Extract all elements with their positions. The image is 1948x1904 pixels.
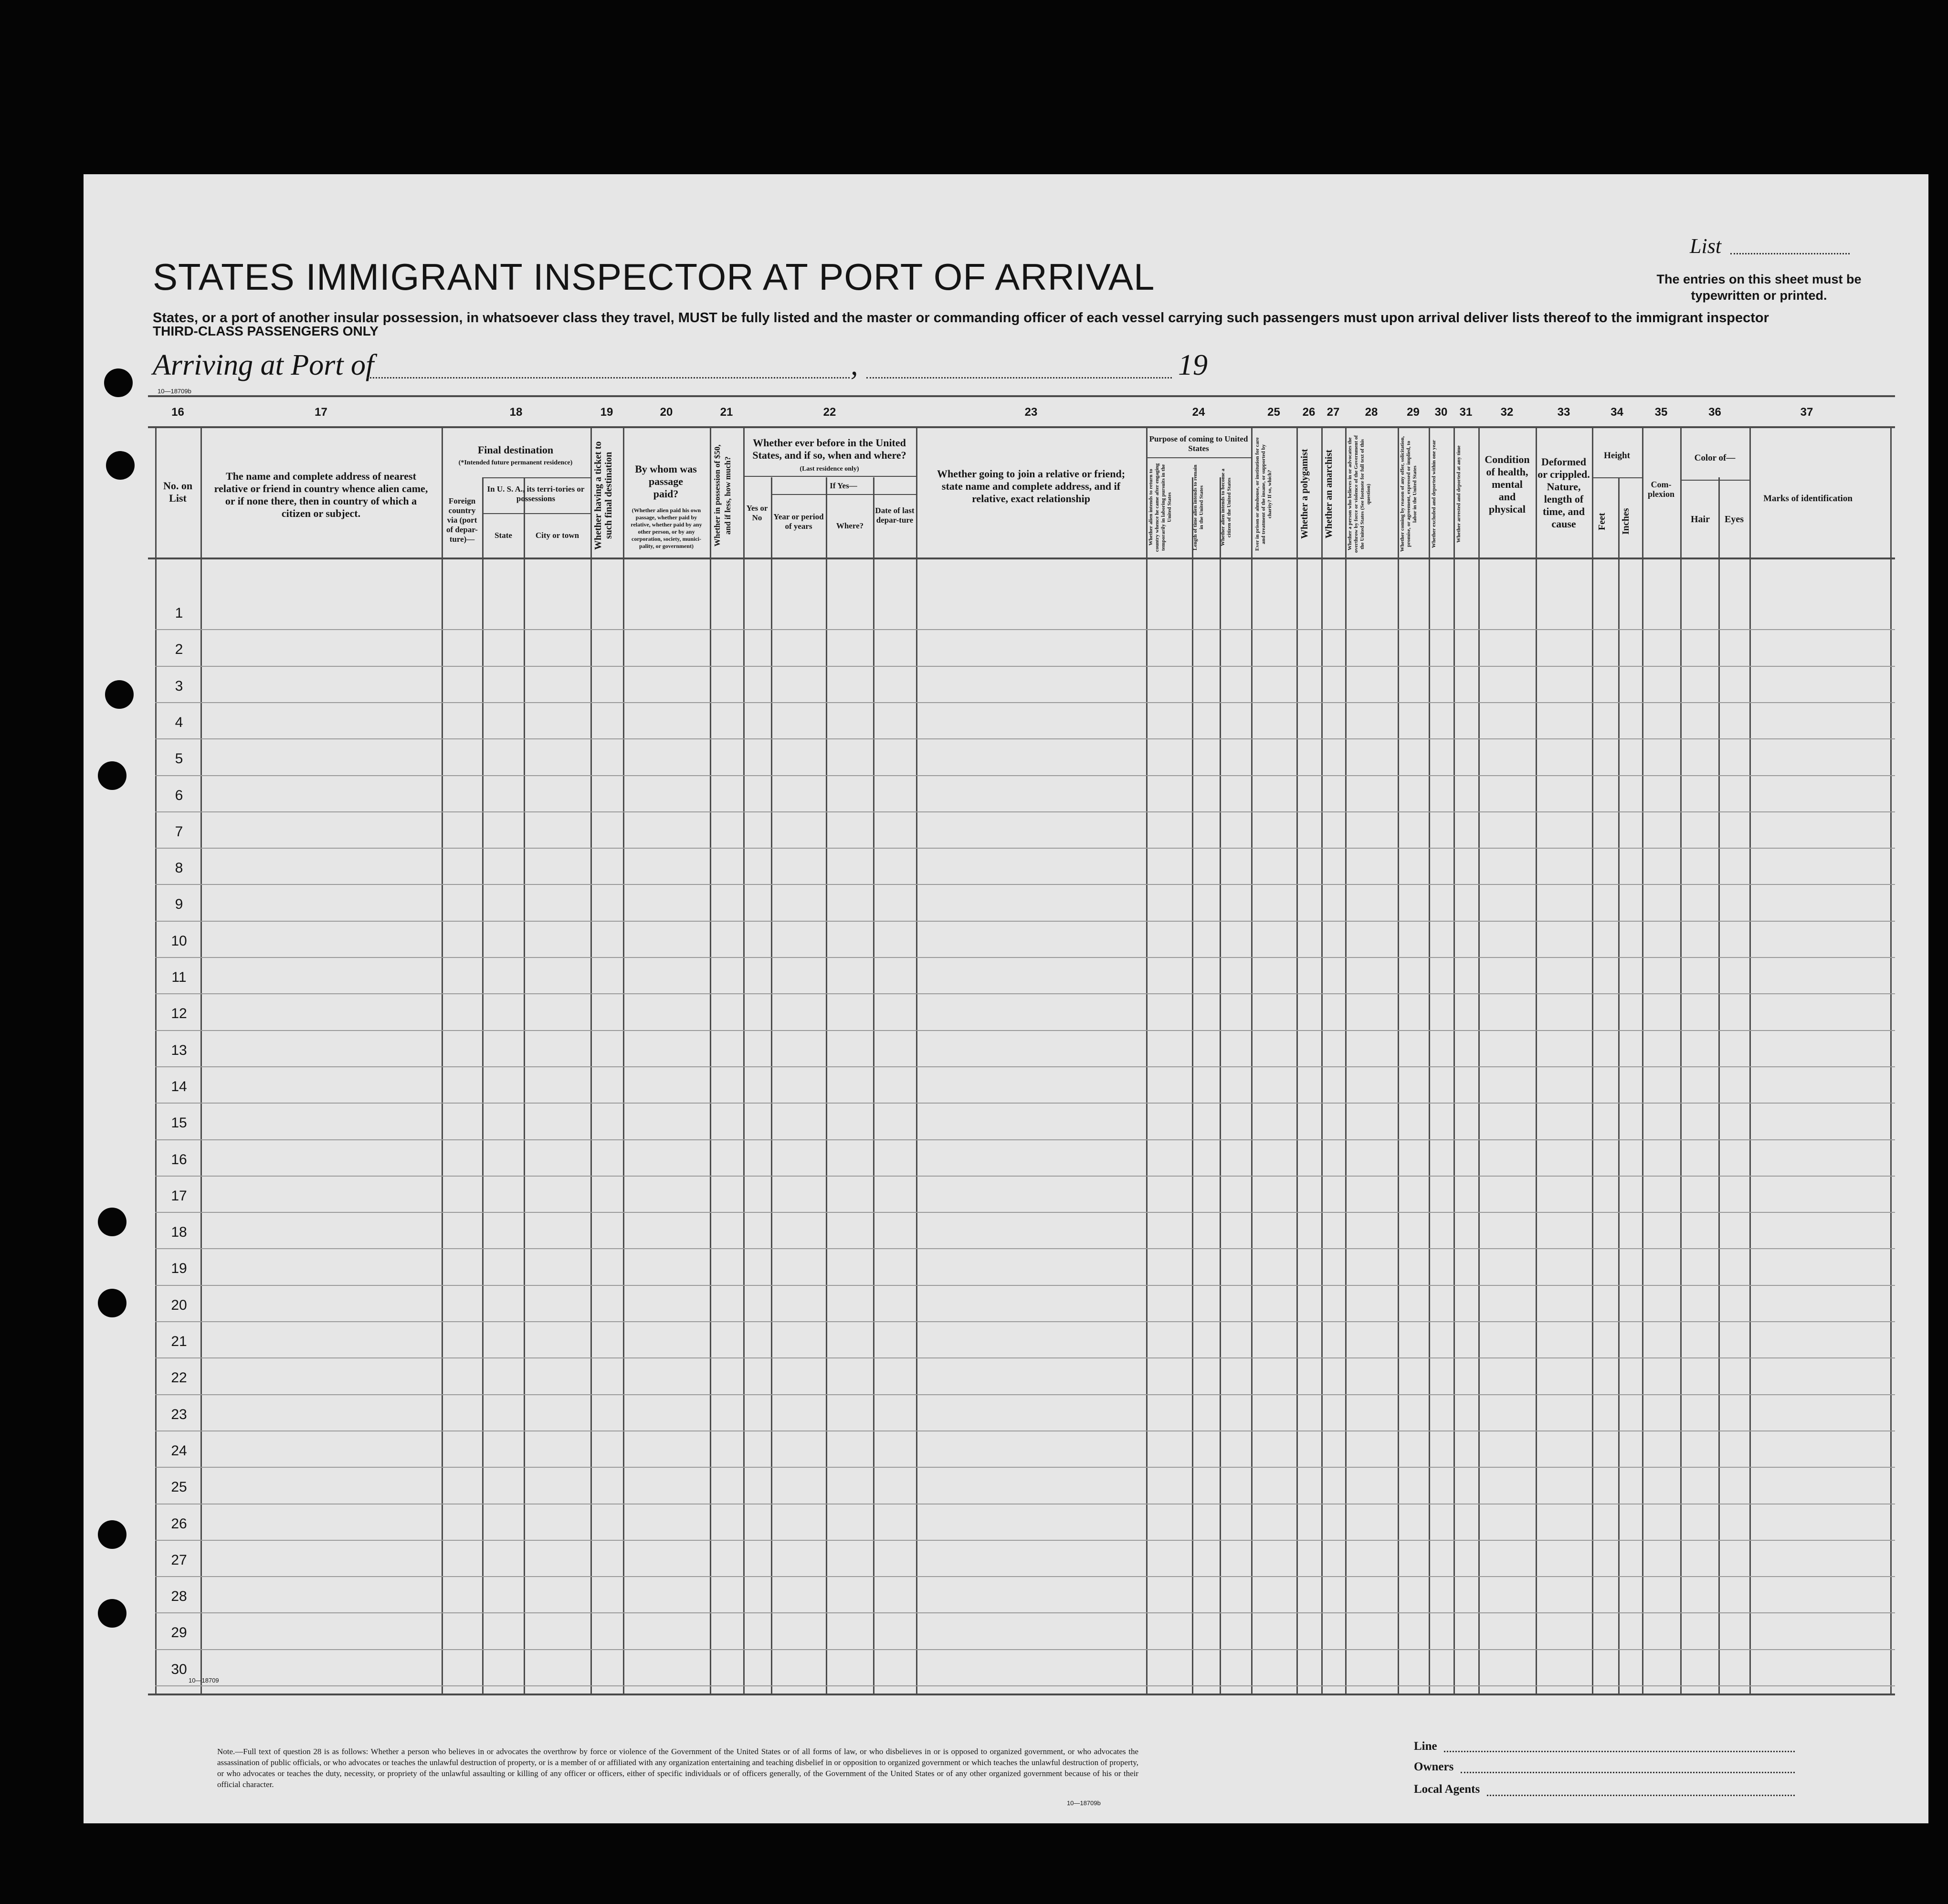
binder-hole (98, 1520, 126, 1549)
table-row[interactable] (155, 1612, 1895, 1613)
col-23-header: Whether going to join a relative or friend; state name and complete address, and if relative, exact relationship (937, 468, 1126, 505)
owners-field[interactable] (1461, 1772, 1795, 1773)
col-27-header: Whether an anarchist (1324, 450, 1334, 538)
col-27-number: 27 (1327, 406, 1340, 419)
column-divider (1192, 477, 1193, 1694)
column-divider (482, 477, 484, 1694)
table-row[interactable] (155, 1394, 1895, 1395)
row-number: 1 (175, 605, 183, 621)
table-row[interactable] (155, 993, 1895, 994)
col-17-number: 17 (315, 406, 327, 419)
table-row[interactable] (155, 1685, 1895, 1686)
arriving-label: Arriving at Port of (153, 349, 374, 381)
col-28-number: 28 (1365, 406, 1378, 419)
col-32-header: Condition of health, mental and physical (1485, 453, 1530, 515)
col-36-number: 36 (1708, 406, 1721, 419)
form-title: STATES IMMIGRANT INSPECTOR AT PORT OF ARRIVAL (153, 256, 1155, 298)
column-divider (524, 477, 525, 1694)
table-row[interactable] (155, 848, 1895, 849)
header-bottom-divider (148, 558, 1895, 559)
col-20-subheader: (Whether alien paid his own passage, whether paid by relative, whether paid by any other person, or by any corporation, society, munici-pality, or government) (631, 507, 702, 549)
row-number: 3 (175, 678, 183, 694)
col-18-usa-header: In U. S. A., its terri-tories or possessions (487, 484, 585, 503)
col-34-header: Height (1604, 451, 1630, 461)
list-number-field[interactable] (1730, 253, 1850, 254)
year-prefix: 19 (1178, 349, 1208, 381)
col-18-sub-divider (482, 477, 590, 478)
col-22-period-header: Year or period of years (773, 512, 824, 531)
table-row[interactable] (155, 1467, 1895, 1468)
table-top-border (148, 395, 1895, 397)
binder-hole (104, 368, 133, 397)
table-row[interactable] (155, 1103, 1895, 1104)
row-number: 22 (171, 1370, 187, 1386)
table-bottom-border (148, 1694, 1895, 1695)
col-17-header: The name and complete address of nearest relative or friend in country whence alien came, or if none there, then in country of which a citizen or subject. (214, 470, 428, 519)
comma: , (851, 349, 858, 381)
entries-note: The entries on this sheet must be typewritten or printed. (1656, 272, 1862, 303)
table-row[interactable] (155, 884, 1895, 885)
row-number: 12 (171, 1006, 187, 1022)
row-number: 4 (175, 714, 183, 730)
col-20-number: 20 (660, 406, 673, 419)
col-22-date-header: Date of last depar-ture (875, 506, 915, 525)
binder-hole (98, 1208, 126, 1236)
col-21-header: Whether in possession of $50, and if less, how much? (713, 444, 732, 547)
line-field[interactable] (1444, 1751, 1795, 1752)
col-22-subheader: (Last residence only) (800, 465, 859, 473)
col-23-number: 23 (1024, 406, 1038, 419)
col-24-length-header: Length of time alien intends to remain in the United States (1192, 464, 1204, 550)
table-row[interactable] (155, 1030, 1895, 1031)
row-number: 21 (171, 1334, 187, 1349)
form-instructions: States, or a port of another insular possession, in whatsoever class they travel, MUST be fully listed and the master or commanding officer of each vessel carrying such passengers must upon arrival deliver lists thereof to the immigrant inspector (153, 310, 1769, 326)
row-number: 23 (171, 1406, 187, 1422)
col-29-number: 29 (1407, 406, 1420, 419)
table-row[interactable] (155, 1066, 1895, 1067)
table-row[interactable] (155, 1576, 1895, 1577)
table-row[interactable] (155, 957, 1895, 958)
col-36-sub-divider (1680, 480, 1749, 481)
table-row[interactable] (155, 629, 1895, 630)
col-22-yesno-header: Yes or No (746, 504, 768, 522)
table-row[interactable] (155, 1248, 1895, 1249)
row-number: 18 (171, 1224, 187, 1241)
col-33-header: Deformed or crippled. Nature, length of time, and cause (1537, 456, 1590, 530)
column-divider (771, 477, 772, 1694)
line-label: Line (1414, 1740, 1437, 1753)
list-label: List (1690, 234, 1722, 258)
form-number-top: 10—18709b (158, 388, 191, 395)
row-number: 9 (175, 896, 183, 913)
col-16-header: No. on List (163, 480, 193, 504)
binder-hole (106, 451, 135, 480)
table-row[interactable] (155, 1540, 1895, 1541)
table-row[interactable] (155, 1176, 1895, 1177)
column-divider (1618, 477, 1620, 1694)
col-22-ifyes-header: If Yes— (830, 481, 857, 490)
row-number: 5 (175, 751, 183, 767)
col-22-where-header: Where? (836, 521, 864, 530)
col-21-number: 21 (720, 406, 733, 419)
row-number: 11 (171, 969, 187, 985)
col-36-hair-header: Hair (1691, 514, 1710, 525)
col-37-number: 37 (1800, 406, 1813, 419)
col-18-city-header: City or town (535, 531, 579, 540)
table-row[interactable] (155, 811, 1895, 812)
row-number: 8 (175, 860, 183, 876)
col-18-subheader: (*Intended future permanent residence) (458, 459, 573, 466)
col-16-number: 16 (171, 406, 184, 419)
col-18-header: Final destination (477, 444, 554, 456)
date-field[interactable] (866, 377, 1172, 379)
row-number: 24 (171, 1442, 187, 1459)
row-number: 25 (171, 1479, 187, 1495)
col-34-inches-header: Inches (1621, 508, 1631, 535)
col-28-header: Whether a person who believes in or advocates the overthrow by force or violence of the Government of the United States (See footnote for full text of this question) (1347, 435, 1371, 553)
col-29-header: Whether coming by reason of any offer, solicitation, promise, or agreement, expressed or implied, to labor in the United States (1400, 436, 1418, 552)
table-row[interactable] (155, 1212, 1895, 1213)
row-number: 16 (171, 1151, 187, 1168)
col-35-number: 35 (1654, 406, 1668, 419)
col-30-header: Whether excluded and deported within one year (1431, 440, 1437, 548)
row-number: 13 (171, 1042, 187, 1058)
col-18-number: 18 (509, 406, 523, 419)
col-26-number: 26 (1302, 406, 1316, 419)
owners-label: Owners (1414, 1760, 1454, 1773)
col-30-number: 30 (1434, 406, 1448, 419)
col-18-state-header: State (495, 531, 512, 540)
form-number-bottom: 10—18709 (189, 1677, 219, 1684)
row-number: 15 (171, 1115, 187, 1131)
row-number: 2 (175, 642, 183, 658)
row-number: 29 (171, 1625, 187, 1641)
col-37-header: Marks of identification (1763, 494, 1853, 504)
column-divider (1718, 477, 1720, 1694)
row-number: 7 (175, 823, 183, 840)
row-number: 20 (171, 1297, 187, 1313)
col-20-header: By whom was passage paid? (635, 463, 697, 500)
col-19-header: Whether having a ticket to such final destination (593, 441, 614, 550)
row-number: 28 (171, 1588, 187, 1605)
col-22-number: 22 (823, 406, 836, 419)
binder-hole (98, 1599, 126, 1628)
row-number: 19 (171, 1261, 187, 1277)
col-33-number: 33 (1557, 406, 1570, 419)
col-31-header: Whether arrested and deported at any time (1456, 445, 1462, 543)
col-19-number: 19 (600, 406, 613, 419)
col-24-return-header: Whether alien intends to return to country whence he came after engaging temporarily in laboring pursuits in the United States (1148, 463, 1172, 552)
col-31-number: 31 (1459, 406, 1473, 419)
col-34-feet-header: Feet (1597, 513, 1607, 530)
local-agents-field[interactable] (1487, 1795, 1795, 1796)
col-24-sub-divider (1146, 457, 1251, 458)
col-22-ifyes-divider (771, 494, 916, 495)
col-22-sub-divider (743, 476, 916, 477)
col-36-header: Color of— (1694, 453, 1736, 463)
local-agents-label: Local Agents (1414, 1783, 1480, 1796)
col-34-sub-divider (1592, 477, 1642, 478)
form-number-note: 10—18709b (1067, 1799, 1101, 1807)
table-row[interactable] (155, 1285, 1895, 1286)
row-number: 17 (171, 1188, 187, 1204)
binder-hole (98, 761, 126, 790)
table-row[interactable] (155, 1321, 1895, 1322)
row-number: 14 (171, 1078, 187, 1094)
table-row[interactable] (155, 702, 1895, 703)
row-number: 30 (171, 1661, 187, 1677)
passenger-class: THIRD-CLASS PASSENGERS ONLY (153, 324, 379, 338)
col-36-eyes-header: Eyes (1725, 514, 1744, 525)
col-26-header: Whether a polygamist (1299, 449, 1310, 539)
binder-hole (98, 1289, 126, 1317)
question-28-footnote: Note.—Full text of question 28 is as follows: Whether a person who believes in or advocates the overthrow by force or violence of the Government of the United States or of all forms of law, or who disbelieves in or is opposed to organized government, or who advocates the assassination of public officials, or who advocates or teaches the unlawful destruction of property, or is a member of or affiliated with any organization entertaining and teaching disbelief in or opposition to organized government or which teaches the unlawful destruction of property, or who advocates or teaches the duty, necessity, or propriety of the unlawful assaulting or killing of any officer or officers, either of specific individuals or of officers generally, of the Government of the United States or of any other organized government because of his or their official character. (217, 1747, 1138, 1789)
binder-hole (105, 680, 134, 709)
table-row[interactable] (155, 738, 1895, 739)
port-field[interactable] (368, 377, 850, 379)
table-row[interactable] (155, 921, 1895, 922)
col-24-header: Purpose of coming to United States (1149, 434, 1248, 453)
table-row[interactable] (155, 1357, 1895, 1358)
col-22-header: Whether ever before in the United States, and if so, when and where? (752, 437, 906, 461)
col-32-number: 32 (1500, 406, 1514, 419)
row-number: 10 (171, 933, 187, 949)
table-row[interactable] (155, 775, 1895, 776)
table-row[interactable] (155, 1649, 1895, 1650)
column-divider (873, 477, 874, 1694)
row-number: 6 (175, 787, 183, 803)
col-25-number: 25 (1267, 406, 1280, 419)
row-number: 27 (171, 1552, 187, 1568)
table-row[interactable] (155, 666, 1895, 667)
col-34-number: 34 (1611, 406, 1623, 419)
col-18-state-divider (482, 513, 590, 514)
col-18-foreign-header: Foreign country via (port of depar-ture)— (446, 496, 478, 544)
header-number-divider (148, 426, 1895, 428)
column-divider (826, 477, 827, 1694)
table-row[interactable] (155, 1139, 1895, 1140)
col-24-citizen-header: Whether alien intends to become a citizen of the United States (1220, 468, 1232, 547)
column-divider (1220, 477, 1221, 1694)
col-24-number: 24 (1192, 406, 1205, 419)
col-35-header: Com-plexion (1647, 480, 1674, 499)
col-25-header: Ever in prison or almshouse, or institution for care and treatment of the insane, or supported by charity? If so, which? (1254, 437, 1273, 551)
row-number: 26 (171, 1515, 187, 1532)
